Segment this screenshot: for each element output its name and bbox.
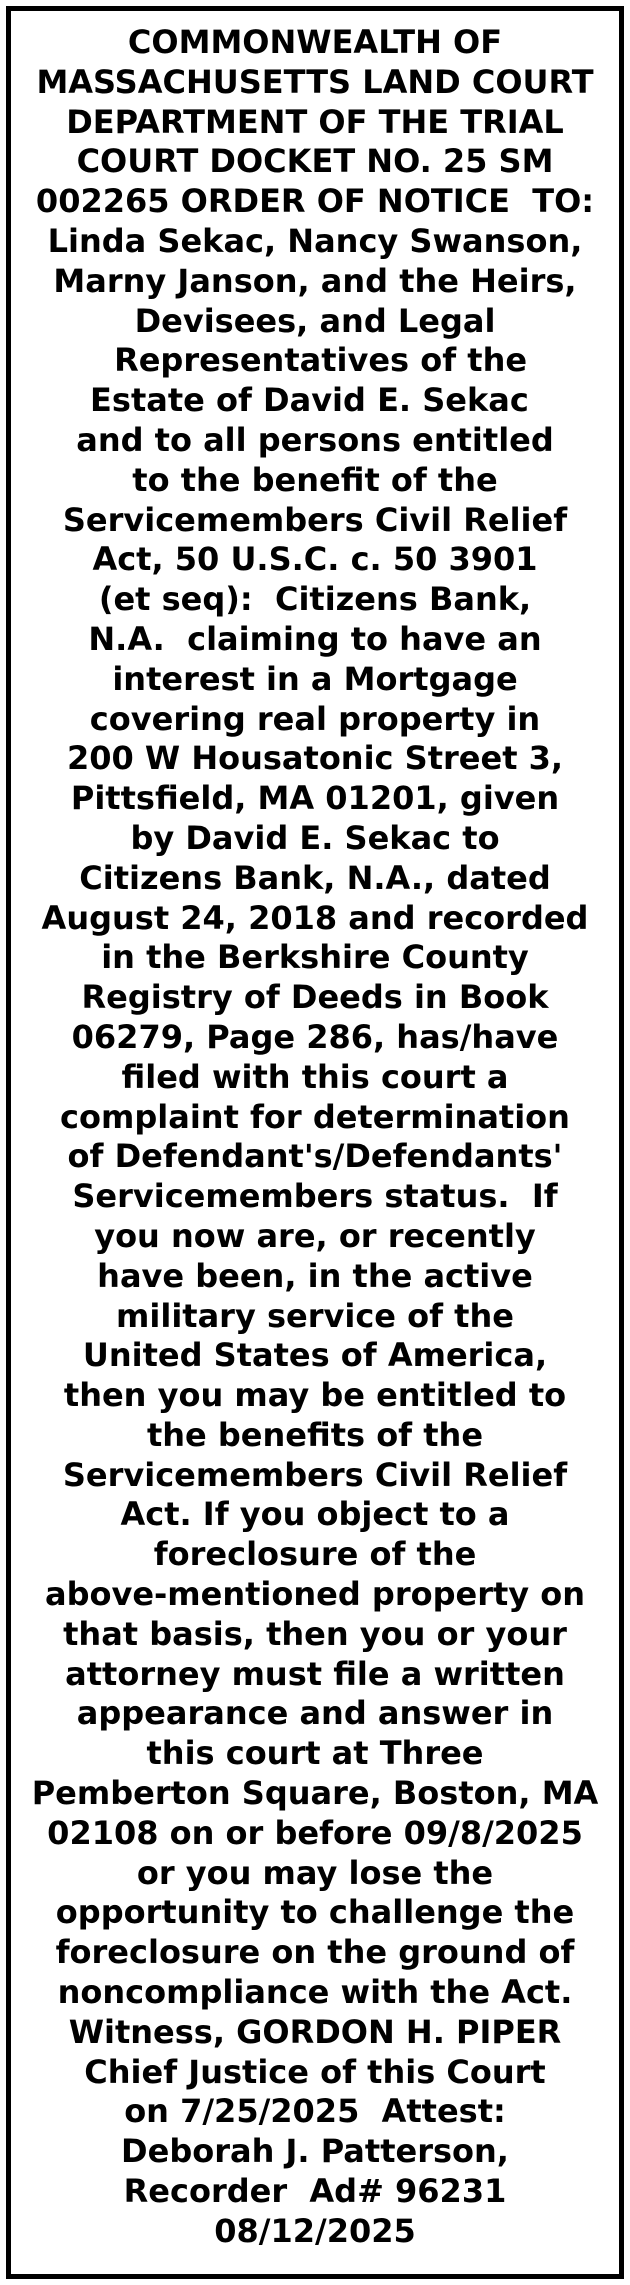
notice-line: Linda Sekac, Nancy Swanson, xyxy=(47,221,583,260)
notice-line: Registry of Deeds in Book xyxy=(81,978,549,1017)
notice-line: (et seq): Citizens Bank, xyxy=(98,580,532,619)
notice-line: 08/12/2025 xyxy=(214,2211,416,2250)
notice-line: Servicemembers Civil Relief xyxy=(62,1455,568,1494)
notice-line: Representatives of the xyxy=(102,341,528,380)
notice-line: Pittsfield, MA 01201, given xyxy=(70,779,560,818)
notice-line: that basis, then you or your xyxy=(63,1614,567,1653)
notice-line: 02108 on or before 09/8/2025 xyxy=(47,1813,583,1852)
notice-line: Servicemembers Civil Relief xyxy=(62,500,568,539)
notice-line: the benefits of the xyxy=(146,1415,484,1454)
notice-line: filed with this court a xyxy=(121,1057,509,1096)
notice-line: or you may lose the xyxy=(136,1853,494,1892)
notice-line: N.A. claiming to have an xyxy=(88,619,542,658)
notice-line: United States of America, xyxy=(82,1336,548,1375)
notice-line: MASSACHUSETTS LAND COURT xyxy=(36,62,594,101)
notice-line: August 24, 2018 and recorded xyxy=(41,898,589,937)
notice-line: you now are, or recently xyxy=(94,1216,536,1255)
notice-line: foreclosure on the ground of xyxy=(55,1933,575,1972)
notice-line: 200 W Housatonic Street 3, xyxy=(66,739,564,778)
notice-line: Chief Justice of this Court xyxy=(84,2052,546,2091)
notice-line: COMMONWEALTH OF xyxy=(127,23,503,61)
notice-line: Deborah J. Patterson, xyxy=(121,2132,509,2171)
notice-line: Servicemembers status. If xyxy=(72,1177,558,1216)
notice-line: have been, in the active xyxy=(97,1256,533,1295)
notice-line: Pemberton Square, Boston, MA xyxy=(31,1774,599,1813)
notice-line: 002265 ORDER OF NOTICE TO: xyxy=(35,182,595,221)
notice-line: interest in a Mortgage xyxy=(112,659,518,698)
notice-line: this court at Three xyxy=(146,1734,484,1773)
notice-line: Recorder Ad# 96231 xyxy=(123,2172,507,2211)
notice-line: of Defendant's/Defendants' xyxy=(67,1137,563,1176)
notice-line: Estate of David E. Sekac xyxy=(90,381,540,420)
notice-line: and to all persons entitled xyxy=(76,420,554,459)
notice-line: by David E. Sekac to xyxy=(130,818,500,857)
notice-line: COURT DOCKET NO. 25 SM xyxy=(76,142,554,181)
notice-line: appearance and answer in xyxy=(76,1694,554,1733)
notice-line: Act, 50 U.S.C. c. 50 3901 xyxy=(92,540,538,579)
notice-line: opportunity to challenge the xyxy=(55,1893,575,1932)
notice-line: military service of the xyxy=(116,1296,514,1335)
notice-line: in the Berkshire County xyxy=(101,938,529,977)
notice-line: noncompliance with the Act. xyxy=(57,1973,573,2012)
notice-line: on 7/25/2025 Attest: xyxy=(124,2092,506,2131)
notice-line: Marny Janson, and the Heirs, xyxy=(53,261,577,300)
notice-line: then you may be entitled to xyxy=(63,1376,567,1415)
notice-line: 06279, Page 286, has/have xyxy=(71,1017,559,1056)
notice-line: foreclosure of the xyxy=(153,1535,477,1574)
notice-line: Devisees, and Legal xyxy=(134,301,496,340)
notice-line: Citizens Bank, N.A., dated xyxy=(79,858,551,897)
notice-line: attorney must file a written xyxy=(65,1654,565,1693)
notice-line: to the benefit of the xyxy=(132,460,498,499)
notice-line: complaint for determination xyxy=(60,1097,570,1136)
notice-line: covering real property in xyxy=(89,699,541,738)
notice-line: Witness, GORDON H. PIPER xyxy=(68,2012,562,2051)
notice-line: above-mentioned property on xyxy=(44,1575,586,1614)
legal-notice xyxy=(6,6,624,2279)
notice-line: Act. If you object to a xyxy=(120,1495,510,1534)
notice-line: DEPARTMENT OF THE TRIAL xyxy=(66,102,564,141)
